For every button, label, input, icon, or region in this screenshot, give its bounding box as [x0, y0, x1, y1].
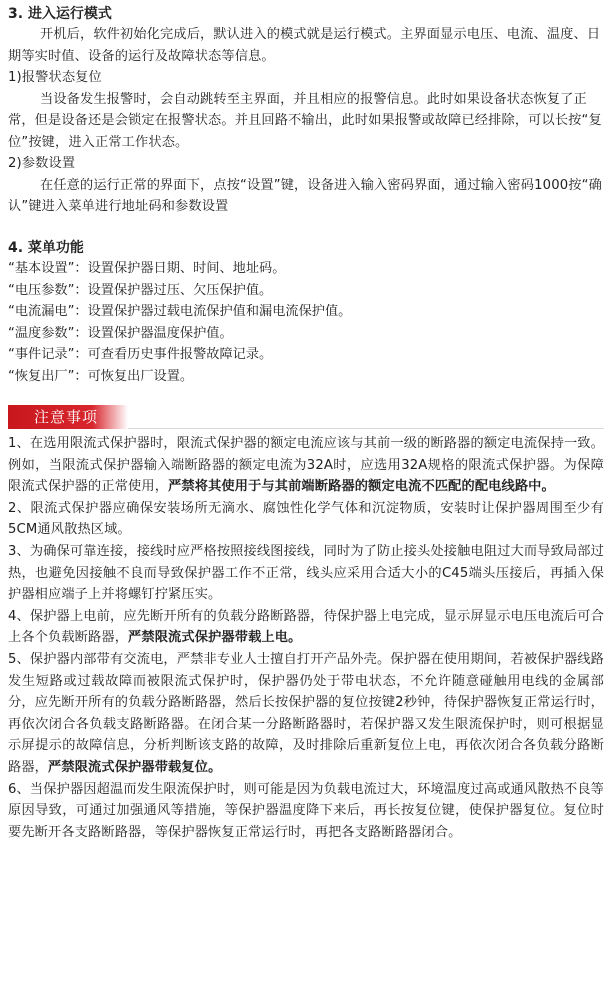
notice-item-5-warning: 严禁限流式保护器带载复位。	[48, 759, 222, 775]
notice-title: 注意事项	[8, 405, 128, 429]
run-mode-intro: 开机后，软件初始化完成后，默认进入的模式就是运行模式。主界面显示电压、电流、温度、日期等实时值、设备的运行及故障状态等信息。	[8, 27, 601, 64]
notice-item-4	[8, 606, 604, 649]
notice-item-6: 6、当保护器因超温而发生限流保护时，则可能是因为负载电流过大，环境温度过高或通风散热不良等原因导致，可通过加强通风等措施，等保护器温度降下来后，再长按复位键，使保护器复位。复位时要先断开各支路断路器，等保护器恢复正常运行时，再把各支路断路器闭合。	[8, 781, 604, 840]
menu-item-basic: “基本设置”：设置保护器日期、时间、地址码。	[8, 261, 286, 276]
menu-item-factory-reset: “恢复出厂”：可恢复出厂设置。	[8, 368, 194, 384]
alarm-reset-text: 当设备发生报警时，会自动跳转至主界面，并且相应的报警信息。此时如果设备状态恢复了正常，但是设备还是会锁定在报警状态。并且回路不输出，此时如果报警或故障已经排除，可以长按“复位”按键，进入正常工作状态。	[8, 91, 602, 150]
notice-item-5-text: 5、保护器内部带有交流电，严禁非专业人士擅自打开产品外壳。保护器在使用期间，若被保护器线路发生短路或过载故障而被限流式保护时，保护器仍处于带电状态，不允许随意碰触用电线的金属部分，应先断开所有的负载分路断路器，然后长按保护器的复位按键2秒钟，待保护器恢复正常运行时，再依次闭合各负载支路断路器。在闭合某一分路断路器时，若保护器又发生限流保护时，则可根据显示屏提示的故障信息，分析判断该支路的故障，及时排除后重新复位上电，再依次闭合各负载分路断路器，	[8, 651, 604, 775]
notice-item-5	[8, 649, 604, 779]
menu-item-current-leakage: “电流漏电”：设置保护器过载电流保护值和漏电流保护值。	[8, 304, 352, 319]
section-menu-functions	[8, 238, 604, 387]
section-run-mode	[8, 4, 604, 218]
notice-list	[8, 433, 604, 843]
notice-header	[8, 405, 604, 429]
notice-item-1	[8, 433, 604, 498]
param-setting-text: 在任意的运行正常的界面下，点按“设置”键，设备进入输入密码界面，通过输入密码1000按“确认”键进入菜单进行地址码和参数设置	[8, 177, 602, 214]
notice-item-2: 2、限流式保护器应确保安装场所无滴水、腐蚀性化学气体和沉淀物质，安装时让保护器周围至少有5CM通风散热区域。	[8, 500, 604, 538]
alarm-reset-subtitle: 1)报警状态复位	[8, 70, 102, 85]
section-4-title: 4. 菜单功能	[8, 240, 84, 256]
notice-item-4-warning: 严禁限流式保护器带载上电。	[128, 630, 302, 646]
menu-item-voltage: “电压参数”：设置保护器过压、欠压保护值。	[8, 282, 273, 298]
section-3-title: 3. 进入运行模式	[8, 6, 112, 22]
notice-item-3: 3、为确保可靠连接，接线时应严格按照接线图接线，同时为了防止接头处接触电阻过大而导致局部过热，也避免因接触不良而导致保护器工作不正常，线头应采用合适大小的C45端头压接后，再插入保护器相应端子上并将螺钉拧紧压实。	[8, 543, 604, 603]
param-setting-subtitle: 2)参数设置	[8, 156, 76, 171]
menu-item-event-log: “事件记录”：可查看历史事件报警故障记录。	[8, 347, 273, 362]
notice-item-4-text: 4、保护器上电前，应先断开所有的负载分路断路器，待保护器上电完成，显示屏显示电压电流后可合上各个负载断路器，	[8, 608, 604, 646]
menu-item-temperature: “温度参数”：设置保护器温度保护值。	[8, 325, 233, 341]
notice-item-1-warning: 严禁将其使用于与其前端断路器的额定电流不匹配的配电线路中。	[168, 479, 555, 495]
notice-item-1-text: 1、在选用限流式保护器时，限流式保护器的额定电流应该与其前一级的断路器的额定电流保持一致。例如，当限流式保护器输入端断路器的额定电流为32A时，应选用32A规格的限流式保护器。为保障限流式保护器的正常使用，	[8, 436, 604, 495]
